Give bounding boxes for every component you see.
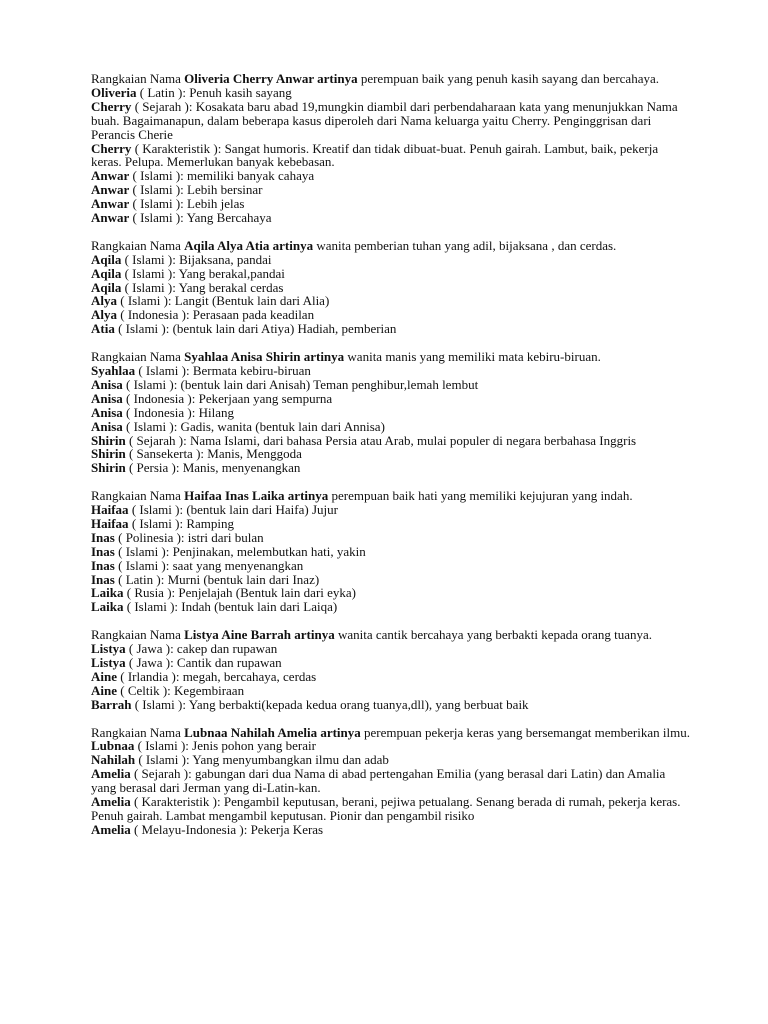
name-entry	[91, 281, 691, 295]
name-entry	[91, 294, 691, 308]
name-entry	[91, 698, 691, 712]
intro-meaning: wanita cantik bercahaya yang berbakti kepada orang tuanya.	[334, 627, 653, 643]
name-entry	[91, 684, 691, 698]
name-entry	[91, 531, 691, 545]
name-section	[91, 726, 691, 837]
entry-description: ( Karakteristik ): Sangat humoris. Kreatif dan tidak dibuat-buat. Penuh gairah. Lambut, baik, pekerja keras. Pelupa. Memerlukan banyak kebebasan.	[91, 140, 659, 170]
name-entry	[91, 86, 691, 100]
entry-name: Amelia	[91, 794, 131, 810]
section-intro	[91, 72, 691, 86]
name-entry	[91, 420, 691, 434]
entry-description: ( Sejarah ): gabungan dari dua Nama di abad pertengahan Emilia (yang berasal dari Latin) dan Amalia yang berasal dari Jerman yang di-Latin-kan.	[91, 766, 666, 796]
entry-description: ( Islami ): Bijaksana, pandai	[121, 251, 272, 267]
name-entry	[91, 183, 691, 197]
entry-description: ( Islami ): Yang berakal,pandai	[121, 265, 285, 281]
name-entry	[91, 656, 691, 670]
name-entry	[91, 823, 691, 837]
name-entry	[91, 447, 691, 461]
entry-name: Inas	[91, 543, 115, 559]
entry-name: Alya	[91, 293, 117, 309]
name-entry	[91, 322, 691, 336]
entry-description: ( Sejarah ): Kosakata baru abad 19,mungkin diambil dari perbendaharaan kata yang menunjukkan Nama buah. Bagaimanapun, dalam beberapa kasus diperoleh dari Nama keluarga yaitu Cherry. Penginggrisan dari Perancis Cherie	[91, 98, 678, 142]
name-entry	[91, 461, 691, 475]
entry-name: Listya	[91, 641, 126, 657]
entry-description: ( Islami ): (bentuk lain dari Atiya) Hadiah, pemberian	[114, 321, 397, 337]
entry-name: Anisa	[91, 418, 123, 434]
name-section	[91, 350, 691, 475]
entry-name: Cherry	[91, 140, 132, 156]
name-entry	[91, 642, 691, 656]
entry-description: ( Islami ): memiliki banyak cahaya	[129, 168, 315, 184]
entry-description: ( Latin ): Penuh kasih sayang	[136, 84, 292, 100]
entry-description: ( Persia ): Manis, menyenangkan	[125, 460, 301, 476]
entry-description: ( Islami ): Lebih jelas	[129, 196, 245, 212]
name-entry	[91, 573, 691, 587]
name-entry	[91, 559, 691, 573]
entry-description: ( Islami ): (bentuk lain dari Anisah) Teman penghibur,lemah lembut	[122, 376, 479, 392]
intro-prefix: Rangkaian Nama	[91, 71, 185, 86]
entry-description: ( Islami ): Lebih bersinar	[129, 182, 263, 198]
entry-name: Atia	[91, 321, 115, 337]
entry-name: Aqila	[91, 251, 122, 267]
name-section	[91, 72, 691, 225]
entry-description: ( Islami ): Yang menyumbangkan ilmu dan adab	[135, 752, 389, 768]
name-entry	[91, 503, 691, 517]
entry-name: Barrah	[91, 696, 132, 712]
entry-name: Haifaa	[91, 515, 129, 531]
entry-name: Alya	[91, 307, 117, 323]
entry-name: Aqila	[91, 265, 122, 281]
section-intro	[91, 628, 691, 642]
entry-name: Amelia	[91, 821, 131, 837]
name-entry	[91, 795, 691, 823]
name-entry	[91, 308, 691, 322]
section-intro	[91, 350, 691, 364]
entry-description: ( Islami ): Yang Bercahaya	[129, 210, 272, 226]
entry-description: ( Islami ): Yang berakal cerdas	[121, 279, 284, 295]
intro-meaning: wanita manis yang memiliki mata kebiru-biruan.	[344, 349, 601, 365]
entry-name: Aine	[91, 668, 117, 684]
name-entry	[91, 169, 691, 183]
intro-prefix: Rangkaian Nama	[91, 724, 185, 740]
entry-description: ( Karakteristik ): Pengambil keputusan, berani, pejiwa petualang. Senang berada di rumah, pekerja keras. Penuh gairah. Lambat mengambil keputusan. Pionir dan pengambil risiko	[91, 794, 681, 823]
entry-description: ( Latin ): Murni (bentuk lain dari Inaz)	[114, 571, 320, 587]
name-section	[91, 628, 691, 711]
name-entry	[91, 197, 691, 211]
entry-name: Laika	[91, 585, 124, 601]
entry-description: ( Celtik ): Kegembiraan	[117, 682, 245, 698]
entry-description: ( Rusia ): Penjelajah (Bentuk lain dari eyka)	[123, 585, 356, 601]
intro-name-combination: Syahlaa Anisa Shirin artinya	[184, 349, 345, 365]
entry-name: Aqila	[91, 279, 122, 295]
entry-description: ( Islami ): saat yang menyenangkan	[114, 557, 304, 573]
entry-name: Shirin	[91, 432, 126, 448]
entry-name: Syahlaa	[91, 363, 136, 378]
entry-description: ( Islami ): (bentuk lain dari Haifa) Jujur	[128, 502, 338, 518]
entry-name: Shirin	[91, 460, 126, 476]
intro-name-combination: Listya Aine Barrah artinya	[184, 627, 335, 643]
entry-description: ( Islami ): Bermata kebiru-biruan	[135, 363, 311, 378]
entry-description: ( Islami ): Gadis, wanita (bentuk lain dari Annisa)	[122, 418, 385, 434]
entry-name: Anwar	[91, 182, 130, 198]
intro-meaning: wanita pemberian tuhan yang adil, bijaksana , dan cerdas.	[313, 237, 617, 253]
name-entry	[91, 739, 691, 753]
entry-description: ( Melayu-Indonesia ): Pekerja Keras	[130, 821, 324, 837]
name-entry	[91, 517, 691, 531]
name-entry	[91, 767, 691, 795]
name-entry	[91, 100, 691, 142]
entry-description: ( Islami ): Ramping	[128, 515, 234, 531]
name-section	[91, 239, 691, 336]
entry-name: Anisa	[91, 376, 123, 392]
entry-name: Haifaa	[91, 502, 129, 518]
intro-prefix: Rangkaian Nama	[91, 349, 185, 365]
entry-name: Anisa	[91, 404, 123, 420]
section-intro	[91, 239, 691, 253]
entry-description: ( Indonesia ): Hilang	[122, 404, 234, 420]
section-intro	[91, 489, 691, 503]
name-section	[91, 489, 691, 614]
entry-name: Laika	[91, 599, 124, 615]
document-page	[91, 72, 691, 851]
entry-description: ( Sansekerta ): Manis, Menggoda	[125, 446, 302, 462]
entry-description: ( Irlandia ): megah, bercahaya, cerdas	[117, 668, 317, 684]
name-entry	[91, 600, 691, 614]
entry-name: Listya	[91, 655, 126, 670]
intro-name-combination: Lubnaa Nahilah Amelia artinya	[184, 724, 361, 740]
name-entry	[91, 142, 691, 170]
entry-name: Cherry	[91, 98, 132, 114]
intro-meaning: perempuan baik yang penuh kasih sayang dan bercahaya.	[357, 71, 659, 86]
entry-description: ( Jawa ): Cantik dan rupawan	[125, 655, 282, 670]
name-entry	[91, 434, 691, 448]
name-entry	[91, 406, 691, 420]
entry-name: Anwar	[91, 196, 130, 212]
intro-prefix: Rangkaian Nama	[91, 627, 185, 643]
entry-name: Inas	[91, 529, 115, 545]
entry-name: Lubnaa	[91, 738, 135, 754]
entry-name: Inas	[91, 571, 115, 587]
entry-description: ( Islami ): Langit (Bentuk lain dari Alia)	[117, 293, 330, 309]
entry-name: Amelia	[91, 766, 131, 782]
entry-name: Anwar	[91, 210, 130, 226]
name-entry	[91, 211, 691, 225]
name-entry	[91, 586, 691, 600]
entry-name: Oliveria	[91, 84, 137, 100]
entry-description: ( Indonesia ): Pekerjaan yang sempurna	[122, 390, 333, 406]
entry-description: ( Islami ): Indah (bentuk lain dari Laiqa)	[123, 599, 338, 615]
entry-name: Inas	[91, 557, 115, 573]
intro-meaning: perempuan baik hati yang memiliki kejujuran yang indah.	[328, 488, 633, 504]
name-entry	[91, 253, 691, 267]
name-entry	[91, 545, 691, 559]
entry-description: ( Polinesia ): istri dari bulan	[114, 529, 264, 545]
entry-description: ( Sejarah ): Nama Islami, dari bahasa Persia atau Arab, mulai populer di negara berbahasa Inggris	[125, 432, 637, 448]
entry-description: ( Islami ): Yang berbakti(kepada kedua orang tuanya,dll), yang berbuat baik	[131, 696, 529, 712]
entry-description: ( Jawa ): cakep dan rupawan	[125, 641, 278, 657]
name-entry	[91, 670, 691, 684]
intro-name-combination: Aqila Alya Atia artinya	[184, 237, 314, 253]
name-entry	[91, 267, 691, 281]
name-entry	[91, 753, 691, 767]
entry-name: Aine	[91, 682, 117, 698]
intro-name-combination: Haifaa Inas Laika artinya	[184, 488, 329, 504]
name-entry	[91, 392, 691, 406]
entry-name: Nahilah	[91, 752, 136, 768]
entry-name: Anwar	[91, 168, 130, 184]
entry-name: Shirin	[91, 446, 126, 462]
entry-name: Anisa	[91, 390, 123, 406]
name-entry	[91, 378, 691, 392]
name-entry	[91, 364, 691, 378]
intro-meaning: perempuan pekerja keras yang bersemangat memberikan ilmu.	[360, 724, 690, 740]
entry-description: ( Indonesia ): Perasaan pada keadilan	[117, 307, 315, 323]
intro-name-combination: Oliveria Cherry Anwar artinya	[184, 71, 358, 86]
entry-description: ( Islami ): Penjinakan, melembutkan hati, yakin	[114, 543, 366, 559]
intro-prefix: Rangkaian Nama	[91, 488, 185, 504]
intro-prefix: Rangkaian Nama	[91, 237, 185, 253]
section-intro	[91, 726, 691, 740]
entry-description: ( Islami ): Jenis pohon yang berair	[134, 738, 316, 754]
